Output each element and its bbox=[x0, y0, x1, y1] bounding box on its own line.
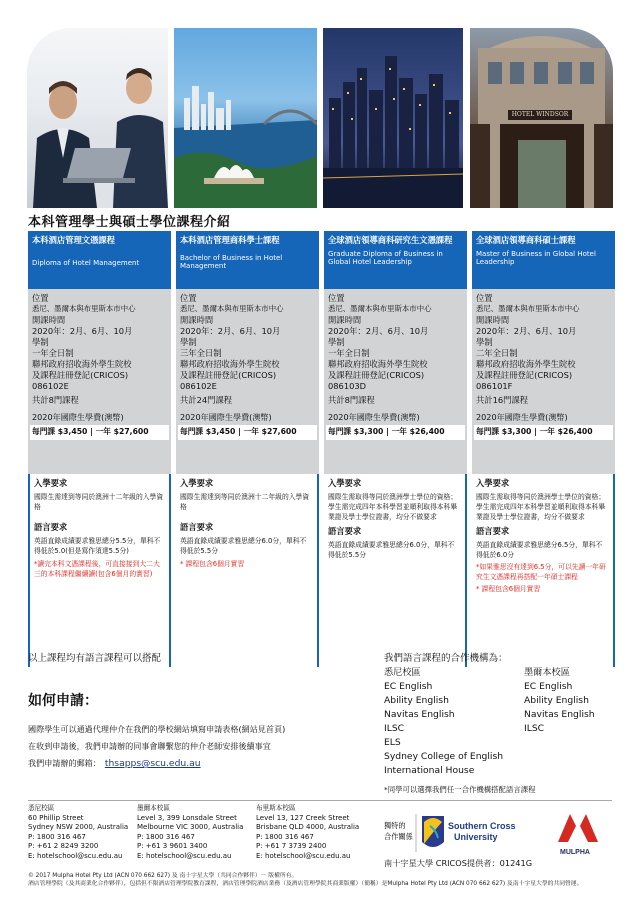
program-title-en: Diploma of Hotel Management bbox=[32, 259, 140, 267]
location-value: 悉尼、墨爾本與布里斯本市中心 bbox=[180, 304, 284, 313]
cricos-line1: 聯邦政府招收海外學生院校 bbox=[32, 358, 132, 369]
entry-requirement-label: 入學要求 bbox=[328, 478, 362, 488]
fee-title: 2020年國際生學費(澳幣) bbox=[476, 411, 568, 422]
program-column bbox=[28, 231, 171, 667]
office-phone: P: +61 7 3739 2400 bbox=[256, 842, 327, 851]
cricos-line1: 聯邦政府招收海外學生院校 bbox=[180, 358, 280, 369]
program-note: *如果雅思沒有達到6.5分，可以先讀一年研究生文憑課程再搭配一年碩士課程 bbox=[476, 563, 606, 581]
location-value: 悉尼、墨爾本與布里斯本市中心 bbox=[328, 304, 432, 313]
location-label: 位置 bbox=[32, 293, 49, 303]
language-course-note: 以上課程均有語言課程可以搭配 bbox=[28, 653, 162, 664]
intake-label: 開課時間 bbox=[32, 314, 66, 325]
mode-value: 三年全日制 bbox=[180, 347, 222, 358]
mode-label: 學制 bbox=[476, 336, 493, 347]
intake-label: 開課時間 bbox=[476, 314, 510, 325]
office-sydney bbox=[28, 804, 128, 862]
fee-title: 2020年國際生學費(澳幣) bbox=[32, 411, 124, 422]
language-partners bbox=[384, 650, 624, 794]
business-people-illustration bbox=[27, 28, 168, 208]
office-email[interactable]: E: hotelschool@scu.edu.au bbox=[28, 851, 123, 860]
intake-value: 2020年：2月、6月、10月 bbox=[476, 325, 577, 336]
program-info bbox=[28, 289, 171, 474]
program-note-2: * 課程包含6個月實習 bbox=[476, 585, 541, 593]
program-info bbox=[176, 289, 319, 474]
office-phone: P: +61 3 9601 3400 bbox=[137, 842, 208, 851]
location-value: 悉尼、墨爾本與布里斯本市中心 bbox=[32, 304, 136, 313]
header-photos bbox=[27, 28, 613, 208]
cricos-provider-caption: 南十字星大學 CRICOS提供者：01241G bbox=[384, 858, 533, 868]
photo-business-people bbox=[27, 28, 168, 208]
office-address-line: Brisbane QLD 4000, Australia bbox=[256, 823, 360, 832]
language-requirement-label: 語言要求 bbox=[476, 526, 510, 536]
language-requirement-label: 語言要求 bbox=[328, 526, 362, 536]
fee-value: 每門課 $3,300 | 一年 $26,400 bbox=[326, 425, 465, 440]
cricos-line1: 聯邦政府招收海外學生院校 bbox=[328, 358, 428, 369]
apply-email-row bbox=[28, 755, 285, 772]
photo-hotel-windsor bbox=[470, 28, 613, 208]
apply-line-2: 在收到申請後，我們申請辦的同事會聯繫您的仲介老師安排後續事宜 bbox=[28, 741, 271, 751]
location-label: 位置 bbox=[328, 293, 345, 303]
program-info bbox=[472, 289, 615, 474]
mode-label: 學制 bbox=[328, 336, 345, 347]
intake-value: 2020年：2月、6月、10月 bbox=[32, 325, 133, 336]
partner-label-2: 合作關係 bbox=[384, 832, 413, 841]
melbourne-night-illustration bbox=[323, 28, 463, 208]
partner-item: ILSC bbox=[384, 723, 405, 734]
mode-label: 學制 bbox=[180, 336, 197, 347]
location-value: 悉尼、墨爾本與布里斯本市中心 bbox=[476, 304, 580, 313]
location-label: 位置 bbox=[476, 293, 493, 303]
language-requirement-text: 英語直錄成績要求雅思總分6.5分，單科不得低於6.0分 bbox=[476, 541, 603, 559]
how-to-apply-text bbox=[28, 721, 285, 772]
program-header bbox=[176, 231, 319, 289]
mulpha-name: MULPHA bbox=[560, 849, 590, 856]
intake-label: 開課時間 bbox=[328, 314, 362, 325]
entry-requirement-label: 入學要求 bbox=[34, 478, 68, 488]
mulpha-logo-icon bbox=[558, 814, 598, 842]
cricos-line2: 及課程註冊登記(CRICOS) bbox=[180, 369, 277, 380]
cricos-line2: 及課程註冊登記(CRICOS) bbox=[328, 369, 425, 380]
program-column bbox=[324, 231, 467, 667]
program-column bbox=[176, 231, 319, 667]
language-requirement-label: 語言要求 bbox=[180, 522, 214, 532]
course-count: 共計24門課程 bbox=[180, 394, 233, 405]
apply-email-link[interactable]: thsapps@scu.edu.au bbox=[104, 758, 201, 769]
partner-item: Navitas English bbox=[384, 709, 455, 720]
partner-item: International House bbox=[384, 765, 475, 776]
partner-item: ELS bbox=[384, 737, 401, 748]
program-note: *讀完本科文憑課程後，可直接接到大二大三的本科課程繼續讀(包含6個月的實習) bbox=[34, 560, 160, 578]
office-phone: P: 1800 316 467 bbox=[137, 832, 195, 841]
language-requirement-label: 語言要求 bbox=[34, 522, 68, 532]
office-brisbane bbox=[256, 804, 359, 862]
program-title-zh: 全球酒店領導商科研究生文憑課程 bbox=[328, 235, 453, 245]
cricos-line2: 及課程註冊登記(CRICOS) bbox=[476, 369, 573, 380]
partners-note: *同學可以選擇我們任一合作機構搭配語言課程 bbox=[384, 785, 536, 794]
office-address-line: Level 3, 399 Lonsdale Street bbox=[137, 813, 237, 822]
page-title: 本科管理學士與碩士學位課程介紹 bbox=[28, 215, 231, 230]
partner-item: Sydney College of English bbox=[384, 751, 504, 762]
office-email[interactable]: E: hotelschool@scu.edu.au bbox=[137, 851, 232, 860]
intake-value: 2020年：2月、6月、10月 bbox=[180, 325, 281, 336]
language-requirement-text: 英語直錄成績要求雅思總分6.0分，單科不得低於5.5分 bbox=[180, 537, 307, 555]
office-email[interactable]: E: hotelschool@scu.edu.au bbox=[256, 851, 351, 860]
office-address-line: Melbourne VIC 3000, Australia bbox=[137, 823, 244, 832]
language-requirement-text: 英語直錄成績要求雅思總分6.0分，單科不得低於5.5分 bbox=[328, 541, 455, 559]
campus-label: 墨爾本校區 bbox=[524, 667, 570, 678]
copyright-line-1: © 2017 Mulpha Hotel Pty Ltd (ACN 070 662 627) 及 南十字星大學（共同合作夥伴）－ 版權所有。 bbox=[28, 873, 298, 879]
program-title-zh: 本科酒店管理文憑課程 bbox=[32, 235, 115, 245]
office-phone: P: 1800 316 467 bbox=[256, 832, 314, 841]
program-title-en: Graduate Diploma of Business in Global Hotel Leadership bbox=[328, 250, 443, 266]
program-header bbox=[472, 231, 615, 289]
mode-label: 學制 bbox=[32, 336, 49, 347]
partner-label-1: 獨特的 bbox=[384, 821, 406, 830]
footer-divider bbox=[28, 800, 612, 801]
office-melbourne bbox=[137, 804, 243, 862]
apply-email-label: 我們申請辦的郵箱： bbox=[28, 758, 101, 768]
entry-requirement-text: 國際生需達到等同於澳洲十二年級的入學資格 bbox=[180, 493, 310, 511]
entry-requirement-text: 國際生需達到等同於澳洲十二年級的入學資格 bbox=[34, 493, 164, 511]
program-title-zh: 本科酒店管理商科學士課程 bbox=[180, 235, 280, 245]
photo-sydney-harbour bbox=[174, 28, 317, 208]
program-requirements bbox=[28, 474, 171, 667]
partner-item: Navitas English bbox=[524, 709, 595, 720]
course-count: 共計8門課程 bbox=[328, 394, 375, 405]
intake-value: 2020年：2月、6月、10月 bbox=[328, 325, 429, 336]
office-name: 墨爾本校區 bbox=[137, 804, 170, 812]
partner-item: ILSC bbox=[524, 723, 545, 734]
hotel-sign: HOTEL WINDSOR bbox=[508, 110, 572, 120]
partner-item: Ability English bbox=[384, 695, 449, 706]
photo-melbourne-night bbox=[323, 28, 463, 208]
program-requirements bbox=[324, 474, 467, 667]
office-name: 悉尼校區 bbox=[28, 804, 55, 812]
office-address-line: Level 13, 127 Creek Street bbox=[256, 813, 350, 822]
cricos-code: 086101F bbox=[476, 380, 513, 391]
cricos-line2: 及課程註冊登記(CRICOS) bbox=[32, 369, 129, 380]
language-requirement-text: 英語直錄成績要求雅思總分5.5分，單科不得低於5.0(但是寫作須達5.5分) bbox=[34, 537, 161, 555]
entry-requirement-label: 入學要求 bbox=[476, 478, 510, 488]
office-address-line: Sydney NSW 2000, Australia bbox=[28, 823, 129, 832]
cricos-line1: 聯邦政府招收海外學生院校 bbox=[476, 358, 576, 369]
scu-name-line2: University bbox=[454, 832, 498, 842]
program-header bbox=[28, 231, 171, 289]
program-requirements bbox=[176, 474, 319, 667]
fee-value: 每門課 $3,450 | 一年 $27,600 bbox=[178, 425, 317, 440]
entry-requirement-label: 入學要求 bbox=[180, 478, 214, 488]
cricos-code: 086102E bbox=[32, 380, 69, 391]
partners-title: 我們語言課程的合作機構為： bbox=[384, 653, 508, 664]
program-header bbox=[324, 231, 467, 289]
partner-item: EC English bbox=[524, 681, 573, 692]
intake-label: 開課時間 bbox=[180, 314, 214, 325]
scu-logo-icon bbox=[422, 816, 444, 847]
office-address-line: 60 Phillip Street bbox=[28, 813, 84, 822]
mode-value: 一年全日制 bbox=[328, 347, 370, 358]
cricos-code: 086102E bbox=[180, 380, 217, 391]
program-requirements bbox=[472, 474, 615, 667]
partner-logos bbox=[380, 808, 612, 858]
cricos-code: 086103D bbox=[328, 380, 367, 391]
fee-title: 2020年國際生學費(澳幣) bbox=[180, 411, 272, 422]
program-title-en: Bachelor of Business in Hotel Management bbox=[180, 254, 283, 270]
copyright-line-2: 酒店管理學院（及其商業化合作夥伴），包括但不限酒店管理學院教育課程，酒店管理學院酒店業務（及酒店管理學院其商業版權）（簡稱）是Mulpha Hotel Pty Ltd (ACN 070 662 627) 及南十字星大學的共同營運。 bbox=[28, 881, 583, 887]
office-phone: P: +61 2 8249 3200 bbox=[28, 842, 99, 851]
fee-value: 每門課 $3,450 | 一年 $27,600 bbox=[30, 425, 169, 440]
fee-value: 每門課 $3,300 | 一年 $26,400 bbox=[474, 425, 613, 440]
partner-item: EC English bbox=[384, 681, 433, 692]
campus-label: 悉尼校區 bbox=[384, 667, 421, 678]
location-label: 位置 bbox=[180, 293, 197, 303]
sydney-partners bbox=[384, 666, 503, 778]
entry-requirement-text: 國際生需取得等同於澳洲學士學位的資格；學生需完成四年本科學習並順利取得本科畢業證及學士學位證書，均分不做要求 bbox=[476, 493, 606, 521]
office-name: 布里斯本校區 bbox=[256, 804, 296, 812]
partner-item: Ability English bbox=[524, 695, 589, 706]
melbourne-partners bbox=[524, 666, 595, 736]
office-phone: P: 1800 316 467 bbox=[28, 832, 86, 841]
copyright bbox=[28, 872, 618, 888]
program-info bbox=[324, 289, 467, 474]
scu-name-line1: Southern Cross bbox=[448, 821, 516, 831]
apply-line-1: 國際學生可以通過代理仲介在我們的學校網站填寫申請表格(網站見首頁) bbox=[28, 724, 286, 734]
course-count: 共計16門課程 bbox=[476, 394, 529, 405]
sydney-harbour-illustration bbox=[174, 28, 317, 208]
program-title-en: Master of Business in Global Hotel Leadership bbox=[476, 250, 596, 266]
entry-requirement-text: 國際生需取得等同於澳洲學士學位的資格；學生需完成四年本科學習並順利取得本科畢業證及學士學位證書，均分不做要求 bbox=[328, 493, 458, 521]
program-column bbox=[472, 231, 615, 667]
how-to-apply-title: 如何申請： bbox=[28, 693, 98, 709]
program-title-zh: 全球酒店領導商科碩士課程 bbox=[476, 235, 576, 245]
mode-value: 一年全日制 bbox=[32, 347, 74, 358]
logos-graphic bbox=[380, 808, 612, 858]
mode-value: 二年全日制 bbox=[476, 347, 518, 358]
program-note: * 課程包含6個月實習 bbox=[180, 560, 245, 568]
course-count: 共計8門課程 bbox=[32, 394, 79, 405]
fee-title: 2020年國際生學費(澳幣) bbox=[328, 411, 420, 422]
